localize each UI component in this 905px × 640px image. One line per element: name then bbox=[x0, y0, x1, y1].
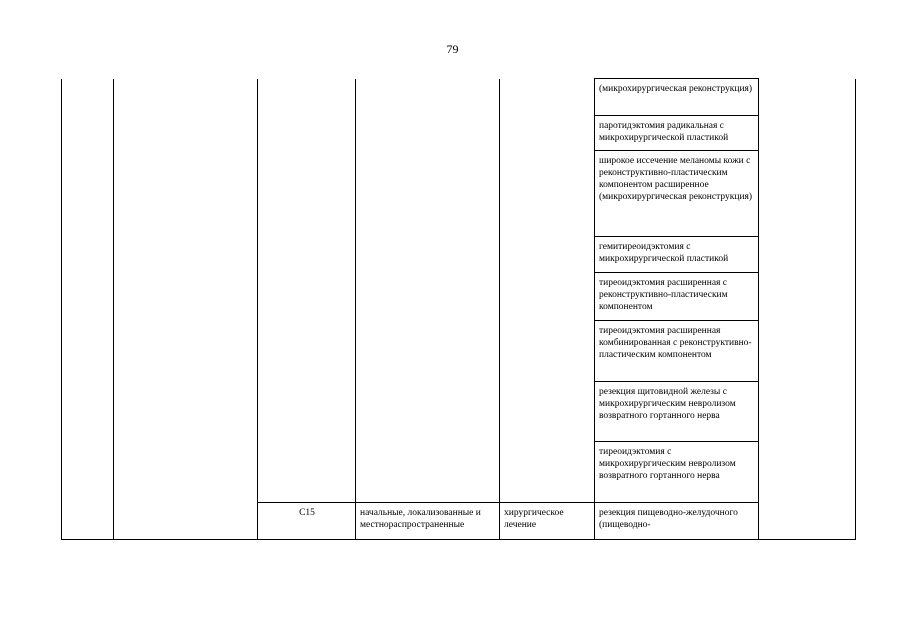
method-cell: (микрохирургическая реконструкция) bbox=[595, 79, 759, 116]
treatment-table bbox=[61, 78, 856, 540]
col-profile-cell bbox=[114, 79, 258, 540]
col-number-cell bbox=[62, 79, 114, 540]
method-cell: резекция пищеводно-желудочного (пищеводно- bbox=[595, 503, 759, 540]
method-cell: широкое иссечение меланомы кожи с реконструктивно-пластическим компонентом расширенное (микрохирургическая реконструкция) bbox=[595, 151, 759, 237]
table-row bbox=[62, 79, 856, 116]
icd-code-cell: C15 bbox=[258, 503, 356, 540]
col-tariff-cell bbox=[759, 79, 856, 540]
col-treatment-cell bbox=[500, 79, 595, 503]
page-number: 79 bbox=[446, 42, 459, 56]
col-condition-cell bbox=[356, 79, 500, 503]
method-cell: тиреоидэктомия с микрохирургическим невролизом возвратного гортанного нерва bbox=[595, 442, 759, 503]
method-cell: паротидэктомия радикальная с микрохирургической пластикой bbox=[595, 116, 759, 151]
method-cell: гемитиреоидэктомия с микрохирургической пластикой bbox=[595, 237, 759, 273]
method-cell: тиреоидэктомия расширенная комбинированная с реконструктивно-пластическим компонентом bbox=[595, 321, 759, 382]
col-code-cell bbox=[258, 79, 356, 503]
condition-cell: начальные, локализованные и местнораспространенные bbox=[356, 503, 500, 540]
treatment-type-cell: хирургическое лечение bbox=[500, 503, 595, 540]
method-cell: резекция щитовидной железы с микрохирургическим невролизом возвратного гортанного нерва bbox=[595, 382, 759, 442]
method-cell: тиреоидэктомия расширенная с реконструктивно-пластическим компонентом bbox=[595, 273, 759, 321]
